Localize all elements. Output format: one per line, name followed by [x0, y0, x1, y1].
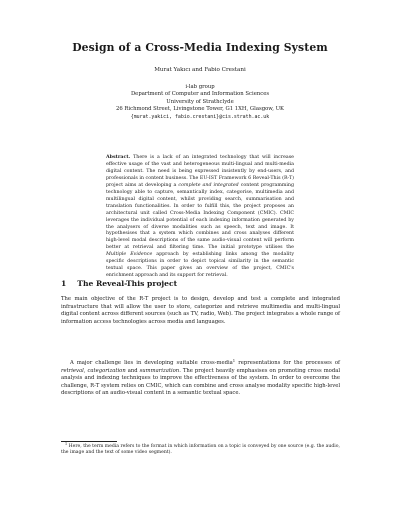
abstract-text-1: There is a lack of an integrated technology that will increase effective usage of the vast and heterogeneous multi-lingual and multi-media digital content. The need is being expressed insistently by end-users, and professionals in content business. The EU-IST Framework 6 Reveal-This (R-T) project aims at developing a: [106, 155, 294, 188]
paragraph-2: [61, 357, 341, 398]
paragraph-2-text-1: A major challenge lies in developing suitable cross-media: [70, 360, 233, 366]
paper-authors: Murat Yakıcı and Fabio Crestani: [154, 67, 246, 73]
footnote-divider: [61, 441, 117, 442]
section-title: The Reveal-This project: [77, 279, 178, 288]
footnote-text: Here, the term media refers to the format in which information on a topic is conveyed by one source (e.g. the audio, the image and the text of some video segment).: [61, 444, 340, 456]
paragraph-2-text-4: . The project heavily emphasises on promoting cross modal analysis and indexing techniques to improve the effectiveness of the system. In order to overcome the challenge, R-T system relies on CMIC, which can combine and cross analyse modality specific high-level descriptions of an audio-visual content in a semantic textual space.: [61, 367, 341, 396]
affiliation-address: 26 Richmond Street, Livingstone Tower, G1 1XH, Glasgow, UK: [116, 106, 284, 113]
affiliation-block: [0, 84, 400, 121]
section-heading: [61, 279, 177, 288]
abstract-label: Abstract.: [106, 155, 131, 160]
paragraph-2-emphasis-2: summarization: [139, 367, 180, 374]
paragraph-2-text-2: representations for the processes of: [238, 360, 340, 366]
affiliation-department: Department of Computer and Information Sciences: [130, 91, 270, 98]
abstract: [106, 155, 294, 280]
footnote: [61, 444, 340, 457]
affiliation-group: i-lab group: [185, 84, 215, 90]
paragraph-1: The main objective of the R-T project is to design, develop and test a complete and integrated infrastructure that will allow the user to store, categorize and retrieve multimedia and multi-lingual digital content across different sources (such as TV, radio, Web). The project integrates a whole range of information access technologies across media and languages.: [61, 296, 341, 325]
abstract-emphasis-2: Multiple Evidence: [106, 252, 153, 258]
abstract-emphasis-1: complete and integrated: [178, 182, 239, 188]
paragraph-2-emphasis-1: retrieval, categorization: [61, 367, 126, 374]
abstract-text-2: content programming technology able to capture, semantically index, categorise, multimedia and multilingual digital content, whilst providing search, summarisation and translation functionalities. In order to fulfill this, the project proposes an architectural unit called Cross-Media Indexing Component (CMIC). CMIC leverages the individual potential of each indexing information generated by the analysers of diverse modalities such as speech, text and image. It hypothesises that a system which combines and cross analyses different high-level modal descriptions of the same audio-visual content will perform better at retrieval and filtering time. The initial prototype utilises the: [106, 182, 294, 251]
abstract-text-3: approach by establishing links among the modality specific descriptions in order to depict topical similarity in the semantic textual space. This paper gives an overview of the project, CMIC's enrichment approach and its support for retrieval.: [106, 252, 294, 279]
affiliation-university: University of Strathclyde: [166, 98, 234, 105]
footnote-mark: 1: [65, 442, 68, 447]
author-emails: {murat.yakici, fabio.crestani}@cis.strath.ac.uk: [130, 113, 270, 120]
section-number: 1: [61, 279, 67, 288]
paragraph-2-text-3: and: [127, 367, 138, 374]
footnote-reference: 1: [232, 357, 236, 363]
paper-title: Design of a Cross-Media Indexing System: [72, 41, 328, 54]
